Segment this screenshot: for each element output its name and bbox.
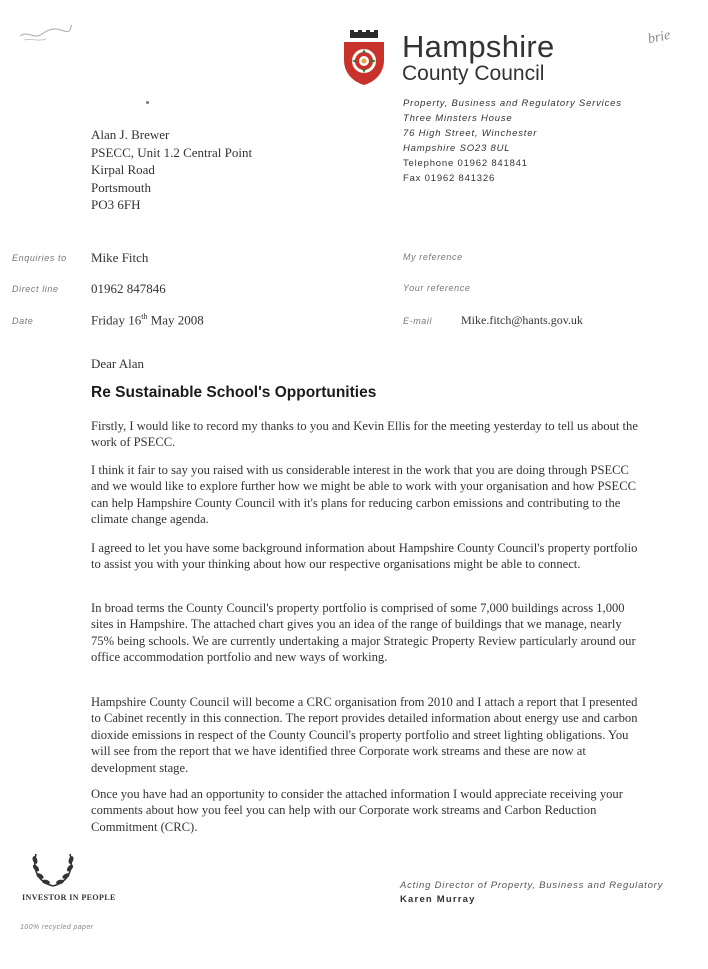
email-value: Mike.fitch@hants.gov.uk	[461, 313, 583, 327]
enquiries-label: Enquiries to	[12, 253, 67, 263]
recycled-paper-note: 100% recycled paper	[20, 924, 94, 931]
investor-in-people-laurel-icon	[28, 846, 78, 890]
handwritten-margin-note: brie	[646, 27, 672, 48]
email-label: E-mail	[403, 316, 433, 326]
sender-postcode: Hampshire SO23 8UL	[403, 143, 511, 154]
signatory-name: Karen Murray	[400, 894, 476, 905]
recipient-line: PSECC, Unit 1.2 Central Point	[91, 144, 253, 160]
sender-street: 76 High Street, Winchester	[403, 128, 538, 139]
sender-address-block	[403, 96, 622, 186]
recipient-address	[91, 126, 252, 214]
sender-building: Three Minsters House	[403, 113, 513, 124]
org-name-line1: Hampshire	[402, 29, 555, 64]
sender-fax: Fax 01962 841326	[403, 173, 496, 184]
date-value: Friday 16th May 2008	[91, 312, 204, 328]
body-paragraph: Once you have had an opportunity to consider the attached information I would appreciate receiving your comments about how you feel you can help with our Corporate work streams and Carbon Reduction Commitment (CRC).	[91, 787, 623, 834]
body-paragraph: Firstly, I would like to record my thanks to you and Kevin Ellis for the meeting yesterday to tell us about the work of PSECC.	[91, 419, 638, 450]
enquiries-value: Mike Fitch	[91, 250, 149, 265]
body-paragraph: I think it fair to say you raised with us considerable interest in the work that you are doing through PSECC and we would like to explore further how we might be able to work with your organisation and how PSECC can help Hampshire County Council with it's plans for reducing carbon emissions and contributing to the climate change agenda.	[91, 463, 637, 527]
direct-line-value: 01962 847846	[91, 281, 166, 296]
salutation: Dear Alan	[91, 356, 145, 371]
org-name-line2: County Council	[402, 62, 545, 85]
body-paragraph: In broad terms the County Council's property portfolio is comprised of some 7,000 buildings across 1,000 sites in Hampshire. The attached chart gives you an idea of the range of buildings that we manage, nearly 75% being schools. We are currently undertaking a major Strategic Property Review particularly around our office accommodation portfolio and new ways of working.	[91, 601, 636, 665]
recipient-line: Alan J. Brewer	[91, 127, 170, 142]
investor-in-people-text: INVESTOR IN PEOPLE	[22, 893, 116, 902]
signatory-title: Acting Director of Property, Business and Regulatory	[400, 880, 664, 891]
recipient-line: Kirpal Road	[91, 162, 155, 178]
body-paragraph: Hampshire County Council will become a CRC organisation from 2010 and I attach a report that I presented to Cabinet recently in this connection. The report provides detailed information about energy use and carbon dioxide emissions in respect of the County Council's property portfolio and street lighting obligations. You will see from the report that we have identified three Corporate work streams and these are now at development stage.	[91, 695, 638, 775]
county-crest-icon	[340, 30, 388, 86]
paper-speck	[146, 101, 149, 104]
letter-subject: Re Sustainable School's Opportunities	[91, 384, 377, 401]
recipient-line: Portsmouth	[91, 179, 151, 195]
margin-scribble	[18, 22, 74, 44]
date-label: Date	[12, 316, 34, 326]
recipient-line: PO3 6FH	[91, 197, 141, 213]
my-reference-label: My reference	[403, 252, 463, 262]
sender-telephone: Telephone 01962 841841	[403, 158, 528, 169]
direct-line-label: Direct line	[12, 284, 59, 294]
body-paragraph: I agreed to let you have some background information about Hampshire County Council's property portfolio to assist you with your thinking about how our respective organisations might be able to connect.	[91, 541, 638, 572]
sender-service: Property, Business and Regulatory Services	[403, 98, 622, 109]
your-reference-label: Your reference	[403, 283, 471, 293]
